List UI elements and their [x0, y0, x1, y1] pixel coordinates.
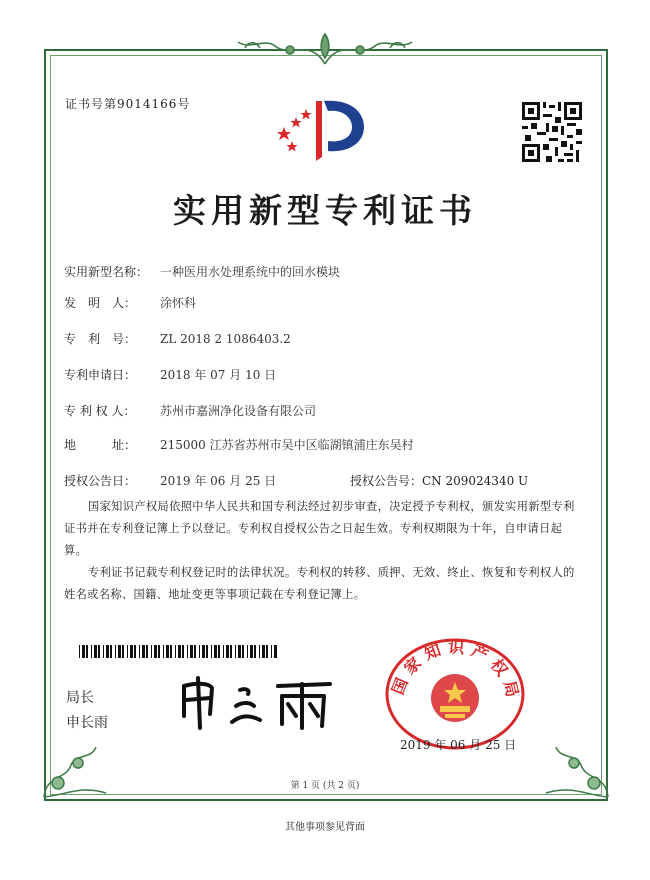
field-value: 涂怀科 — [160, 296, 197, 310]
seal-date: 2019 年 06 月 25 日 — [400, 738, 517, 752]
official-seal-icon — [380, 632, 530, 752]
field-label: 专 利 号： — [64, 332, 137, 346]
field-inventor — [64, 294, 196, 311]
director-title: 局长 — [66, 690, 94, 706]
field-value: 215000 江苏省苏州市吴中区临湖镇浦庄东吴村 — [160, 438, 414, 452]
bottom-right-ornament-icon — [536, 735, 616, 805]
field-value: 苏州市嘉洲净化设备有限公司 — [160, 404, 317, 418]
field-label: 地 址： — [64, 438, 137, 452]
barcode-icon — [79, 645, 277, 658]
seal-text: 国家知识产权局 — [388, 637, 524, 705]
field-label: 专利申请日： — [64, 368, 137, 382]
field-value: 一种医用水处理系统中的回水模块 — [160, 265, 341, 279]
grant-statement-paragraph: 国家知识产权局依照中华人民共和国专利法经过初步审查，决定授予专利权，颁发实用新型专利证书并在专利登记簿上予以登记。专利权自授权公告之日起生效。专利权期限为十年，自申请日起算。 — [64, 500, 575, 557]
certificate-title: 实用新型专利证书 — [173, 191, 477, 230]
field-patentee — [64, 402, 316, 419]
qr-code-icon — [522, 102, 582, 162]
patent-office-logo-icon — [272, 95, 372, 165]
field-application-date — [64, 366, 276, 383]
certificate-number: 证书号第9014166号 — [65, 97, 191, 111]
page-number: 第 1 页 (共 2 页) — [290, 781, 360, 791]
field-utility-model-name — [64, 263, 340, 280]
field-value: ZL 2018 2 1086403.2 — [160, 332, 291, 346]
top-ornament-icon — [230, 28, 420, 68]
field-label: 授权公告日： — [64, 474, 137, 488]
field-patent-number — [64, 330, 291, 347]
legal-status-paragraph: 专利证书记载专利权登记时的法律状况。专利权的转移、质押、无效、终止、恢复和专利权人的姓名或名称、国籍、地址变更等事项记载在专利登记簿上。 — [64, 566, 575, 601]
field-grant-date — [64, 472, 276, 489]
director-name: 申长雨 — [66, 715, 108, 731]
announcement-number: 授权公告号：CN 209024340 U — [350, 474, 529, 488]
field-value: 2018 年 07 月 10 日 — [160, 368, 277, 382]
footer-note: 其他事项参见背面 — [285, 822, 365, 833]
field-label: 专 利 权 人： — [64, 404, 136, 418]
bottom-left-ornament-icon — [36, 735, 116, 805]
signature-icon — [170, 672, 340, 737]
field-value: 2019 年 06 月 25 日 — [160, 474, 277, 488]
field-label: 发 明 人： — [64, 296, 137, 310]
field-address — [64, 436, 414, 453]
field-label: 实用新型名称： — [64, 265, 149, 279]
